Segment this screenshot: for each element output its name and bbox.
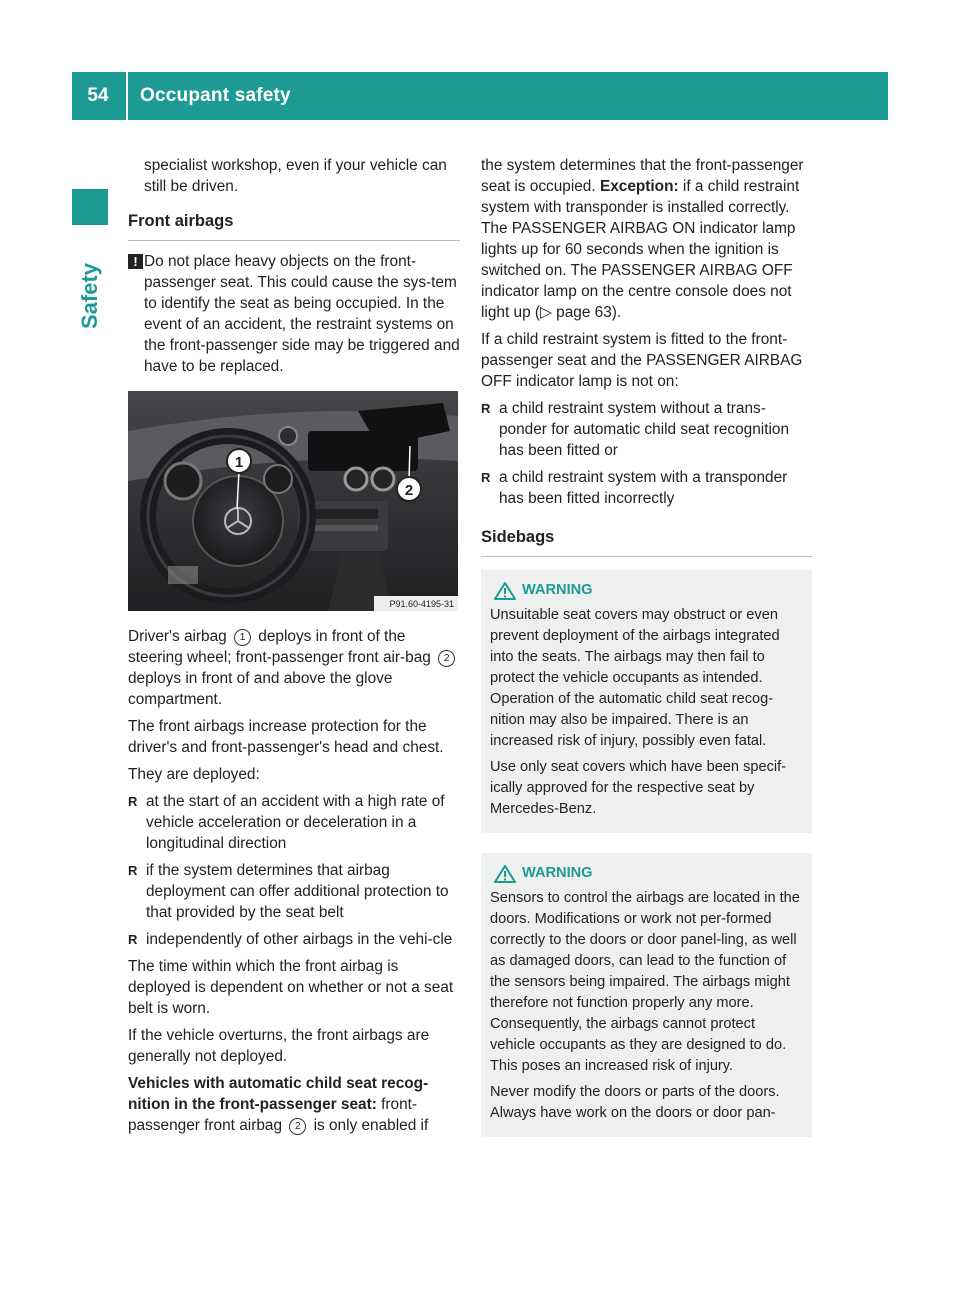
continued-text: specialist workshop, even if your vehicle can still be driven.	[144, 157, 447, 195]
caption-text-a: Driver's airbag	[128, 628, 227, 645]
page-title: Occupant safety	[140, 85, 291, 106]
page-number: 54	[87, 85, 109, 106]
increase-text: The front airbags increase protection for the driver's and front-passenger's head and chest.	[128, 718, 444, 756]
list-item	[128, 791, 460, 854]
airbag-caption	[128, 626, 460, 710]
left-column-top	[128, 155, 460, 377]
note-text: Do not place heavy objects on the front-passenger seat. This could cause the sys-tem to identify the seat as being occupied. In the event of an accident, the restraint systems on the front-passenger side may be triggered and have to be replaced.	[144, 253, 460, 375]
deployed-intro: They are deployed:	[128, 766, 260, 783]
caption-text-b: deploys in front of the steering wheel; front-passenger front air-bag	[128, 628, 431, 666]
bullet-icon: R	[481, 401, 491, 416]
callout-1-ref: 1	[234, 629, 251, 646]
header-divider	[126, 72, 128, 120]
list-item	[481, 398, 812, 461]
dashboard-image	[128, 391, 458, 611]
warning-triangle-icon	[494, 865, 516, 883]
bullet-text: if the system determines that airbag deployment can offer additional protection to that provided by the seat belt	[146, 862, 449, 921]
sidebags-heading: Sidebags	[481, 527, 812, 557]
bullet-text: a child restraint system without a trans-ponder for automatic child seat recognition has been fitted or	[499, 400, 790, 459]
auto-seat-text	[128, 1073, 460, 1136]
exception-label: Exception:	[599, 178, 679, 195]
auto-seat-text-a: front-passenger front airbag	[128, 1096, 418, 1134]
overturn-text: If the vehicle overturns, the front airbags are generally not deployed.	[128, 1027, 430, 1065]
exception-text-b: if a child restraint system with transponder is installed correctly. The PASSENGER AIRBAG ON indicator lamp lights up for 60 seconds when the ignition is switched on. The PASSENGER AIRBAG OFF indicator lamp on the centre console does not light up	[481, 178, 800, 321]
front-airbags-heading: Front airbags	[128, 211, 460, 241]
warning-triangle-icon	[494, 582, 516, 600]
callout-2: 2	[404, 482, 414, 499]
warning-text: Use only seat covers which have been specif-ically approved for the respective seat by Mercedes-Benz.	[490, 759, 787, 817]
exception-text	[481, 155, 812, 323]
warning-text: Sensors to control the airbags are located in the doors. Modifications or work not per-formed correctly to the doors or door panel-ling, as well as damaged doors, can lead to the function of the sensors being impaired. The airbags might therefore not function properly any more. Consequently, the airbags cannot protect vehicle occupants as they are designed to do. This poses an increased risk of injury.	[490, 890, 800, 1074]
list-item	[481, 467, 812, 509]
bullet-icon: R	[128, 863, 138, 878]
bullet-text: independently of other airbags in the vehi-cle	[146, 931, 453, 948]
caption-text-c: deploys in front of and above the glove compartment.	[128, 670, 393, 708]
side-tab-marker	[72, 189, 108, 225]
warning-header	[490, 863, 803, 884]
auto-seat-heading: Vehicles with automatic child seat recog-nition in the front-passenger seat:	[128, 1075, 429, 1113]
warning-header	[490, 580, 803, 601]
exclamation-icon: !	[128, 254, 143, 269]
warning-label: WARNING	[522, 582, 593, 598]
side-tab	[72, 236, 108, 356]
callout-2-ref: 2	[438, 650, 455, 667]
auto-seat-text-b: is only enabled if	[313, 1117, 429, 1134]
bullet-text: a child restraint system with a transponder has been fitted incorrectly	[499, 469, 788, 507]
child-restraint-text: If a child restraint system is fitted to the front-passenger seat and the PASSENGER AIRBAG OFF indicator lamp is not on:	[481, 331, 803, 390]
warning-text: Never modify the doors or parts of the doors. Always have work on the doors or door pan-	[490, 1084, 780, 1121]
bullet-icon: R	[481, 470, 491, 485]
time-text: The time within which the front airbag is deployed is dependent on whether or not a seat belt is worn.	[128, 958, 454, 1017]
image-code: P91.60-4195-31	[389, 599, 454, 609]
warning-box	[481, 853, 812, 1137]
list-item	[128, 929, 460, 950]
left-column-bottom	[128, 626, 460, 1142]
dashboard-illustration	[128, 391, 458, 611]
bullet-icon: R	[128, 794, 138, 809]
exception-text-a: the system determines that the front-passenger seat is occupied.	[481, 157, 804, 195]
right-column	[481, 155, 812, 1137]
bullet-text: at the start of an accident with a high rate of vehicle acceleration or deceleration in a longitudinal direction	[146, 793, 445, 852]
warning-box	[481, 570, 812, 833]
warning-text: Unsuitable seat covers may obstruct or even prevent deployment of the airbags integrated into the seats. The airbags may then fail to protect the vehicle occupants as intended. Operation of the automatic child seat recog-nition may also be impaired. There is an increased risk of injury, possibly even fatal.	[490, 607, 780, 749]
bullet-icon: R	[128, 932, 138, 947]
page-reference-link[interactable]: (▷ page 63).	[534, 304, 622, 321]
callout-1: 1	[234, 454, 244, 471]
list-item	[128, 860, 460, 923]
side-tab-label: Safety	[77, 262, 102, 330]
note-block	[128, 251, 460, 377]
callout-2-ref: 2	[289, 1118, 306, 1135]
warning-label: WARNING	[522, 865, 593, 881]
